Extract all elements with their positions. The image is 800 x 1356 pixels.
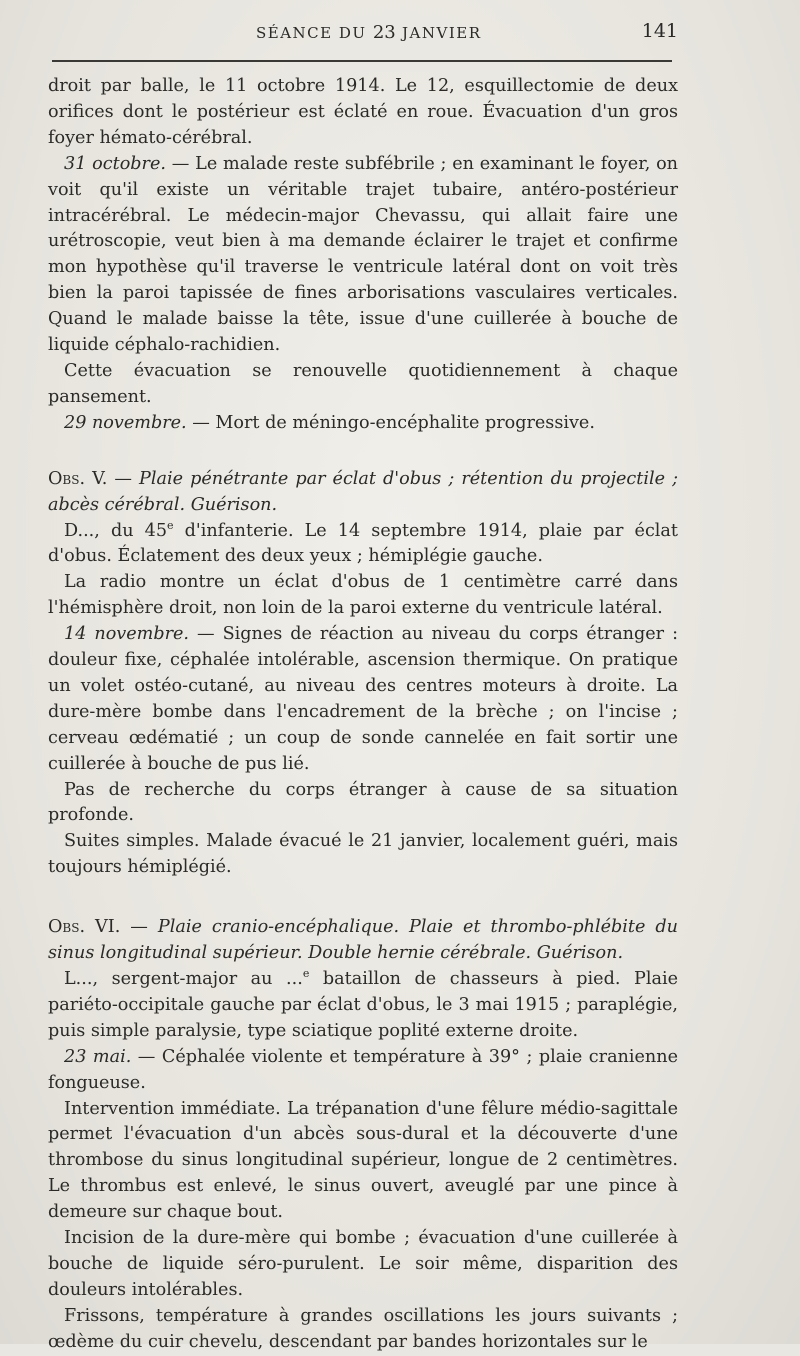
paragraph bbox=[48, 519, 678, 571]
paragraph: Pas de recherche du corps étranger à cause de sa situation profonde. bbox=[48, 779, 678, 826]
page-body bbox=[48, 74, 678, 1356]
observation-title: Plaie pénétrante par éclat d'obus ; rétention du projectile ; abcès cérébral. Guérison. bbox=[48, 468, 679, 515]
superscript: e bbox=[302, 967, 310, 981]
paragraph: Intervention immédiate. La trépanation d'une fêlure médio-sagittale permet l'évacuation d'un abcès sous-dural et la découverte d'une thrombose du sinus longitudinal supérieur, longue de 2 centimètres. Le thrombus est enlevé, le sinus ouvert, aveuglé par une pince à demeure sur chaque bout. bbox=[48, 1098, 678, 1223]
paragraph-text: — Céphalée violente et température à 39° ; plaie cranienne fongueuse. bbox=[48, 1046, 678, 1093]
date-label: 31 octobre. bbox=[64, 153, 166, 174]
observation-title: Plaie cranio-encéphalique. Plaie et thrombo-phlébite du sinus longitudinal supérieur. Double hernie cérébrale. Guérison. bbox=[48, 917, 678, 964]
paragraph: Frissons, température à grandes oscillations les jours suivants ; œdème du cuir chevelu, descendant par bandes horizontales sur le bbox=[48, 1305, 678, 1352]
paragraph bbox=[48, 967, 678, 1045]
paragraph-text: L..., sergent-major au ... bbox=[64, 969, 303, 989]
running-head-pre: SÉANCE DU bbox=[256, 24, 367, 42]
paragraph-text: — Le malade reste subfébrile ; en examinant le foyer, on voit qu'il existe un véritable trajet tubaire, antéro-postérieur intracérébral. Le médecin-major Chevassu, qui allait faire une urétroscopie, veut bien à ma demande éclairer le trajet et confirme mon hypothèse qu'il traverse le ventricule latéral dont on voit très bien la paroi tapissée de fines arborisations vasculaires verticales. Quand le malade baisse la tête, issue d'une cuillerée à bouche de liquide céphalo-rachidien. bbox=[48, 153, 679, 356]
header-rule bbox=[52, 60, 672, 62]
page-number: 141 bbox=[641, 20, 678, 42]
date-label: 23 mai. bbox=[64, 1046, 132, 1067]
paragraph bbox=[48, 152, 678, 359]
observation-heading: Obs. VI. — Plaie cranio-encéphalique. Plaie et thrombo-phlébite du sinus longitudinal supérieur. Double hernie cérébrale. Guérison. bbox=[48, 917, 678, 964]
paragraph-text: d'infanterie. Le 14 septembre 1914, plaie par éclat d'obus. Éclatement des deux yeux ; hémiplégie gauche. bbox=[48, 520, 678, 567]
paragraph-text: — Signes de réaction au niveau du corps étranger : douleur fixe, céphalée intolérable, ascension thermique. On pratique un volet ostéo-cutané, au niveau des centres moteurs à droite. La dure-mère bombe dans l'encadrement de la brèche ; on l'incise ; cerveau œdématié ; un coup de sonde cannelée en fait sortir une cuillerée à bouche de pus lié. bbox=[48, 624, 679, 774]
paragraph bbox=[48, 411, 678, 437]
observation-label: Obs. V. bbox=[48, 468, 108, 489]
observation-label: Obs. VI. bbox=[48, 917, 121, 938]
running-head bbox=[256, 22, 482, 43]
paragraph-text: D..., du 45 bbox=[64, 520, 168, 541]
paragraph: droit par balle, le 11 octobre 1914. Le 12, esquillectomie de deux orifices dont le postérieur est éclaté en roue. Évacuation d'un gros foyer hémato-cérébral. bbox=[48, 76, 678, 148]
paragraph: Cette évacuation se renouvelle quotidiennement à chaque pansement. bbox=[48, 360, 678, 407]
observation-heading: Obs. V. — Plaie pénétrante par éclat d'obus ; rétention du projectile ; abcès cérébral. Guérison. bbox=[48, 468, 679, 515]
running-head-day: 23 bbox=[372, 22, 396, 43]
paragraph: Incision de la dure-mère qui bombe ; évacuation d'une cuillerée à bouche de liquide séro-purulent. Le soir même, disparition des douleurs intolérables. bbox=[48, 1228, 678, 1300]
running-head-post: JANVIER bbox=[402, 24, 482, 42]
paragraph bbox=[48, 622, 678, 777]
date-label: 14 novembre. bbox=[64, 624, 190, 645]
page-header bbox=[48, 18, 678, 48]
paragraph-text: — Mort de méningo-encéphalite progressive. bbox=[186, 412, 595, 433]
paragraph: Suites simples. Malade évacué le 21 janvier, localement guéri, mais toujours hémiplégié. bbox=[48, 831, 678, 878]
paragraph: La radio montre un éclat d'obus de 1 centimètre carré dans l'hémisphère droit, non loin de la paroi externe du ventricule latéral. bbox=[48, 572, 678, 619]
paragraph-text: bataillon de chasseurs à pied. Plaie pariéto-occipitale gauche par éclat d'obus, le 3 mai 1915 ; paraplégie, puis simple paralysie, type sciatique poplité externe droite. bbox=[48, 969, 678, 1041]
paragraph bbox=[48, 1045, 678, 1097]
date-label: 29 novembre. bbox=[64, 412, 187, 433]
superscript: e bbox=[167, 518, 174, 532]
